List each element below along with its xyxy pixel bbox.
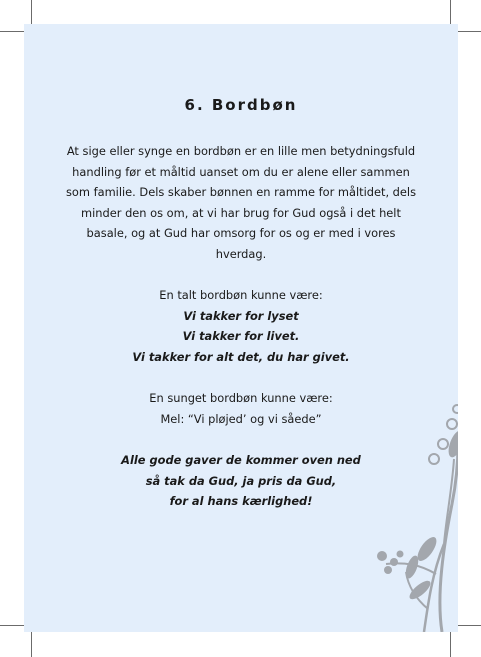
crop-mark-top-right-h xyxy=(458,31,481,32)
crop-mark-bottom-right-h xyxy=(458,625,481,626)
branch-illustration xyxy=(324,404,458,632)
verse-line: Alle gode gaver de kommer oven ned xyxy=(121,453,361,467)
spoken-prayer-line: Vi takker for livet. xyxy=(182,329,300,344)
crop-mark-bottom-left-h xyxy=(0,625,24,626)
crop-mark-top-left-h xyxy=(0,31,24,32)
intro-paragraph: At sige eller synge en bordbøn er en lille men betydningsfuld handling før et måltid uanset om du er alene eller sammen som familie. Dels skaber bønnen en ramme for måltidet, dels minder den os om, at vi har brug for Gud også i det helt basale, og at Gud har omsorg for os og er med i vores hverdag. xyxy=(65,144,417,261)
verse-block xyxy=(24,450,458,512)
spoken-prayer-block xyxy=(24,285,458,367)
spoken-prayer-label: En talt bordbøn kunne være: xyxy=(159,288,323,302)
crop-mark-bottom-right-v xyxy=(450,632,451,657)
melody-reference: Mel: “Vi pløjed’ og vi såede” xyxy=(160,411,322,426)
sung-prayer-block xyxy=(24,388,458,429)
page-title: 6. Bordbøn xyxy=(184,96,298,114)
sung-prayer-label: En sunget bordbøn kunne være: xyxy=(149,391,333,405)
crop-mark-top-right-v xyxy=(450,0,451,24)
spoken-prayer-line: Vi takker for lyset xyxy=(183,308,299,323)
crop-mark-bottom-left-v xyxy=(31,632,32,657)
prayer-card xyxy=(24,24,458,632)
verse-line: så tak da Gud, ja pris da Gud, xyxy=(145,473,337,488)
crop-mark-top-left-v xyxy=(31,0,32,24)
verse-line: for al hans kærlighed! xyxy=(169,494,313,509)
spoken-prayer-line: Vi takker for alt det, du har givet. xyxy=(132,349,350,364)
